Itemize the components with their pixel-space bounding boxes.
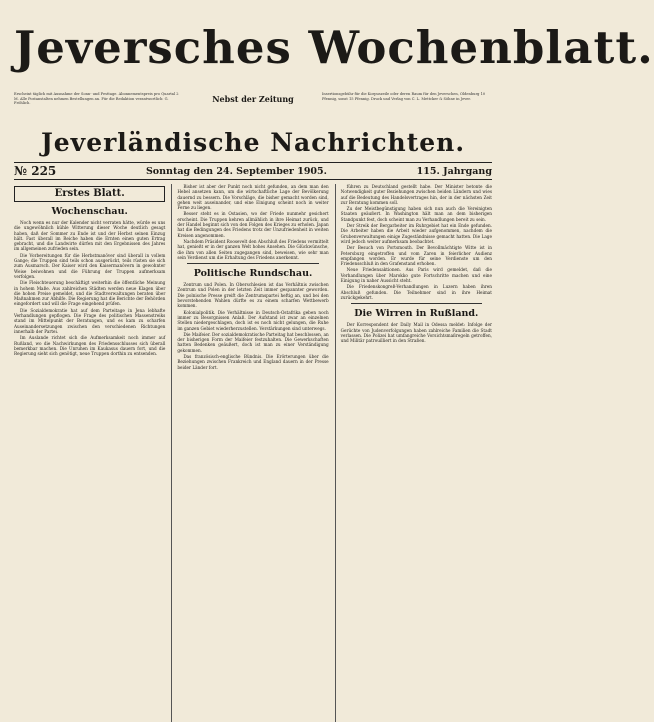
newspaper-masthead: Jeversches Wochenblatt. bbox=[14, 21, 654, 74]
political-review-heading: Politische Rundschau. bbox=[193, 268, 313, 280]
article-paragraph: Die Maifeier. Der sozialdemokratische Parteitag hat beschlossen, an der bisherigen Form der Maifeier festzuhalten. Die Gewerkschaften hatten Bedenken geäußert, doch ist man zu einer Verständigung gekommen. bbox=[177, 331, 329, 353]
volume-year: 115. Jahrgang bbox=[416, 165, 492, 177]
article-paragraph: Der Streik der Bergarbeiter im Ruhrgebiet hat ein Ende gefunden. Die Arbeiter haben die Arbeit wieder aufgenommen, nachdem die Grubenverwaltungen einige Zugeständnisse gemacht hatten. Die Lage wird jedoch weiter aufmerksam beobachtet. bbox=[340, 223, 492, 244]
advertising-notice: Insertionsgebühr für die Korpuszeile oder deren Raum für den Jeverschen, Oldenburg 10 Pfennig, sonst 15 Pfennig. Druck und Verlag von C. L. Mettcker & Söhne in Jever. bbox=[322, 92, 486, 101]
supplement-label: Nebst der Zeitung bbox=[212, 94, 294, 104]
column-2 bbox=[171, 184, 328, 722]
article-paragraph: Der Korrespondent der Daily Mail in Odessa meldet: Infolge der Gerüchte von Judenverfolgungen haben zahlreiche Familien die Stadt verlassen. Die Polizei hat umfangreiche Vorsichtsmaßregeln getroffen, und Militär patrouilliert in den Straßen. bbox=[340, 322, 492, 344]
article-paragraph: Die Fleischteuerung beschäftigt weiterhin die öffentliche Meinung in hohem Maße. Aus zahlreichen Städten werden neue Klagen über die hohen Preise gemeldet, und die Stadtverwaltungen beraten über Maßnahmen zur Abhilfe. Die Regierung hat die Berichte der Behörden eingefordert und will die Frage eingehend prüfen. bbox=[14, 280, 166, 307]
article-paragraph: Kolonialpolitik. Die Verhältnisse in Deutsch-Ostafrika geben noch immer zu Besorgnissen Anlaß. Der Aufstand ist zwar an einzelnen Stellen niedergeschlagen, doch ist es noch nicht gelungen, die Ruhe im ganzen Gebiet wiederherzustellen. Verstärkungen sind unterwegs. bbox=[177, 309, 329, 331]
article-paragraph: Das französisch-englische Bündnis. Die Erörterungen über die Beziehungen zwischen Frankreich und England dauern in der Presse beider Länder fort. bbox=[177, 354, 329, 370]
subhead-row bbox=[14, 92, 492, 128]
article-paragraph: Besser steht es in Ostasien, wo der Friede nunmehr gesichert erscheint. Die Truppen kehren allmählich in ihre Heimat zurück, und der Handel beginnt sich von den Folgen des Krieges zu erholen. Japan hat die Bedingungen des Friedens trotz der Unzufriedenheit in weiten Kreisen angenommen. bbox=[177, 211, 329, 238]
article-paragraph: Die Vorbereitungen für die Herbstmanöver sind überall in vollem Gange; die Truppen sind teils schon ausgerückt, teils rüsten sie sich zum Ausmarsch. Der Kaiser wird den Kaisermanövern in gewohnter Weise beiwohnen und die Führung der Truppen aufmerksam verfolgen. bbox=[14, 252, 166, 279]
article-paragraph: führen zu Deutschland gestellt habe. Der Minister betonte die Notwendigkeit guter Beziehungen zwischen beiden Ländern und wies auf die Bedeutung des Handelsvertrages hin, der in der nächsten Zeit zur Beratung kommen soll. bbox=[340, 184, 492, 205]
first-sheet-heading: Erstes Blatt. bbox=[14, 186, 165, 202]
article-paragraph: Zu der Meistbegünstigung haben sich nun auch die Vereinigten Staaten geäußert. In Washington hält man an dem bisherigen Standpunkt fest, doch scheint man zu Verhandlungen bereit zu sein. bbox=[340, 206, 492, 222]
issue-date: Sonntag den 24. September 1905. bbox=[145, 165, 327, 177]
article-paragraph: Die Friedenskongreß-Verhandlungen in Luzern haben ihren Abschluß gefunden. Die Teilnehmer sind in ihre Heimat zurückgekehrt. bbox=[340, 284, 492, 300]
column-3 bbox=[335, 184, 492, 722]
subscription-notice: Erscheint täglich mit Ausnahme der Sonn- und Festtage. Abonnementspreis pro Quartal 2 M. Alle Postanstalten nehmen Bestellungen an. Für die Redaktion verantwortlich: G. Fröhlich. bbox=[14, 92, 179, 106]
newspaper-subtitle: Jeverländische Nachrichten. bbox=[40, 128, 466, 157]
issue-number: № 225 bbox=[14, 164, 57, 178]
article-paragraph: Im Auslande richtet sich die Aufmerksamkeit noch immer auf Rußland, wo die Nachwirkungen des Friedensschlusses sich überall bemerkbar machen. Die Unruhen im Kaukasus dauern fort, und die Regierung sieht sich genötigt, neue Truppen dorthin zu entsenden. bbox=[14, 335, 166, 357]
dateline bbox=[14, 162, 492, 180]
article-paragraph: Noch wenn es nur der Kalender nicht verraten hätte, würde es uns die ungewöhnlich kühle Witterung dieser Woche deutlich gesagt haben, daß der Sommer zu Ende ist und der Herbst seinen Einzug hält. Fast überall im Reiche haben die Ernten einen guten Ertrag gebracht, und die Landwirte dürfen mit den Ergebnissen des Jahres im allgemeinen zufrieden sein. bbox=[14, 220, 166, 252]
column-1 bbox=[14, 184, 165, 722]
weekly-review-heading: Wochenschau. bbox=[51, 206, 128, 217]
article-paragraph: Neue Friedensaktionen. Aus Paris wird gemeldet, daß die Verhandlungen über Marokko gute Fortschritte machen und eine Einigung in naher Aussicht steht. bbox=[340, 267, 492, 284]
section-divider bbox=[351, 303, 482, 304]
article-paragraph: Zentrum und Polen. In Oberschlesien ist das Verhältnis zwischen Zentrum und Polen in der letzten Zeit immer gespannter geworden. Die polnische Presse greift die Zentrumspartei heftig an, und bei den bevorstehenden Wahlen dürfte es zu einem scharfen Wettbewerb kommen. bbox=[177, 282, 329, 309]
section-divider bbox=[187, 263, 318, 264]
article-paragraph: Der Besuch von Portsmouth. Der Bevollmächtigte Witte ist in Petersburg eingetroffen und vom Zaren in feierlicher Audienz empfangen worden. Er wurde für seine Verdienste um den Friedensschluß in den Grafenstand erhoben. bbox=[340, 245, 492, 267]
russia-unrest-heading: Die Wirren in Rußland. bbox=[354, 308, 479, 320]
article-paragraph: Bisher ist aber der Punkt noch nicht gefunden, an dem man den Hebel ansetzen kann, um die wirtschaftliche Lage der Bevölkerung dauernd zu bessern. Die Vorschläge, die bisher gemacht worden sind, gehen weit auseinander, und eine Einigung scheint noch in weiter Ferne zu liegen. bbox=[177, 184, 329, 211]
article-columns bbox=[14, 184, 492, 722]
article-paragraph: Die Sozialdemokratie hat auf dem Parteitage in Jena lebhafte Verhandlungen gepflogen. Die Frage des politischen Massenstreiks stand im Mittelpunkt der Beratungen, und es kam zu scharfen Auseinandersetzungen zwischen den verschiedenen Richtungen innerhalb der Partei. bbox=[14, 307, 166, 334]
article-paragraph: Nachdem Präsident Roosevelt den Abschluß des Friedens vermittelt hat, genießt er in der ganzen Welt hohes Ansehen. Die Glückwünsche, die ihm von allen Seiten zugegangen sind, beweisen, wie sehr man sein Verdienst um die Erhaltung des Friedens anerkennt. bbox=[177, 238, 329, 260]
